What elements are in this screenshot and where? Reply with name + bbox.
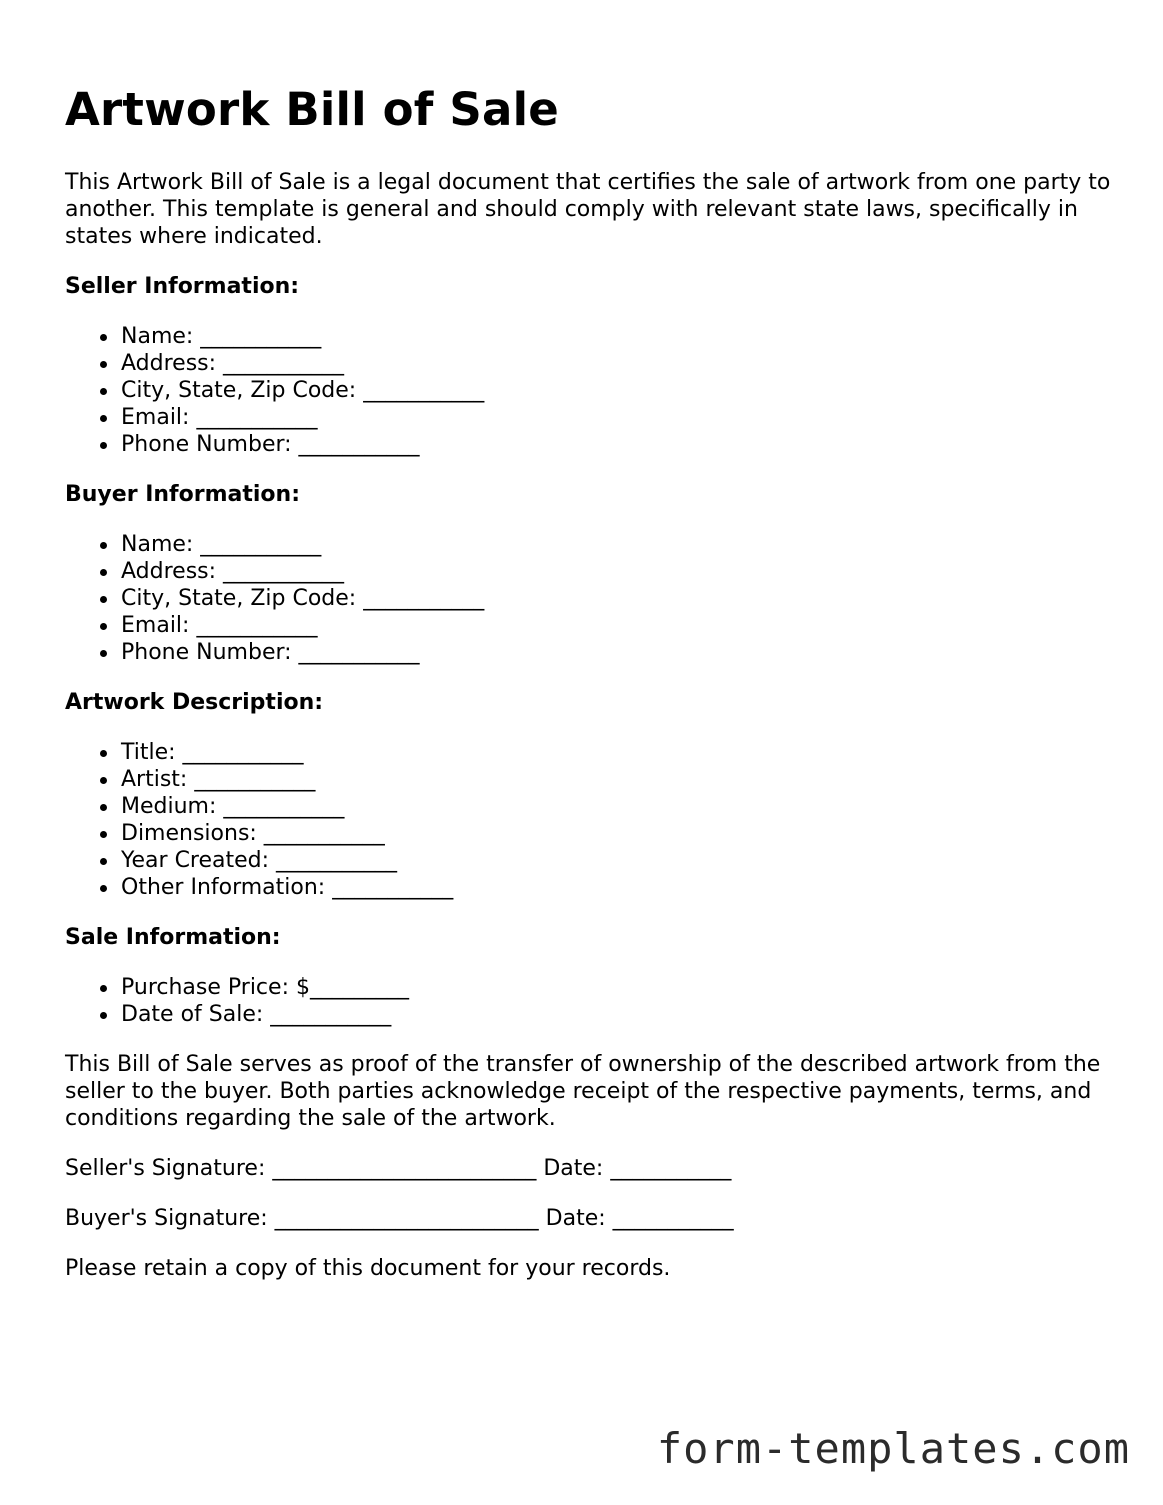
seller-address-field: Address: ___________ xyxy=(121,350,1115,377)
sale-list xyxy=(65,974,1115,1028)
artwork-heading: Artwork Description: xyxy=(65,690,324,715)
buyer-name-field: Name: ___________ xyxy=(121,531,1115,558)
intro-paragraph: This Artwork Bill of Sale is a legal document that certifies the sale of artwork from one party to another. This template is general and should comply with relevant state laws, specifically in states where indicated. xyxy=(65,170,1111,249)
buyer-email-field: Email: ___________ xyxy=(121,612,1115,639)
artwork-medium-field: Medium: ___________ xyxy=(121,793,1115,820)
seller-phone-field: Phone Number: ___________ xyxy=(121,431,1115,458)
purchase-price-field: Purchase Price: $_________ xyxy=(121,974,1115,1001)
buyer-phone-field: Phone Number: ___________ xyxy=(121,639,1115,666)
buyer-heading: Buyer Information: xyxy=(65,482,300,507)
retain-notice: Please retain a copy of this document for your records. xyxy=(65,1256,671,1281)
seller-heading: Seller Information: xyxy=(65,274,300,299)
seller-list xyxy=(65,323,1115,458)
artwork-artist-field: Artist: ___________ xyxy=(121,766,1115,793)
seller-name-field: Name: ___________ xyxy=(121,323,1115,350)
artwork-title-field: Title: ___________ xyxy=(121,739,1115,766)
seller-city-state-zip-field: City, State, Zip Code: ___________ xyxy=(121,377,1115,404)
buyer-signature-line: Buyer's Signature: ________________________ Date: ___________ xyxy=(65,1206,734,1231)
page-title: Artwork Bill of Sale xyxy=(65,83,559,136)
artwork-other-field: Other Information: ___________ xyxy=(121,874,1115,901)
date-of-sale-field: Date of Sale: ___________ xyxy=(121,1001,1115,1028)
sale-heading: Sale Information: xyxy=(65,925,281,950)
artwork-year-field: Year Created: ___________ xyxy=(121,847,1115,874)
document-page xyxy=(65,0,1115,1282)
buyer-address-field: Address: ___________ xyxy=(121,558,1115,585)
buyer-list xyxy=(65,531,1115,666)
seller-signature-line: Seller's Signature: ________________________ Date: ___________ xyxy=(65,1156,732,1181)
watermark-logo: form-templates.com xyxy=(656,1424,1130,1473)
seller-email-field: Email: ___________ xyxy=(121,404,1115,431)
buyer-city-state-zip-field: City, State, Zip Code: ___________ xyxy=(121,585,1115,612)
artwork-dimensions-field: Dimensions: ___________ xyxy=(121,820,1115,847)
artwork-list xyxy=(65,739,1115,901)
closing-paragraph: This Bill of Sale serves as proof of the transfer of ownership of the described artwork from the seller to the buyer. Both parties acknowledge receipt of the respective payments, terms, and conditions regarding the sale of the artwork. xyxy=(65,1052,1101,1131)
